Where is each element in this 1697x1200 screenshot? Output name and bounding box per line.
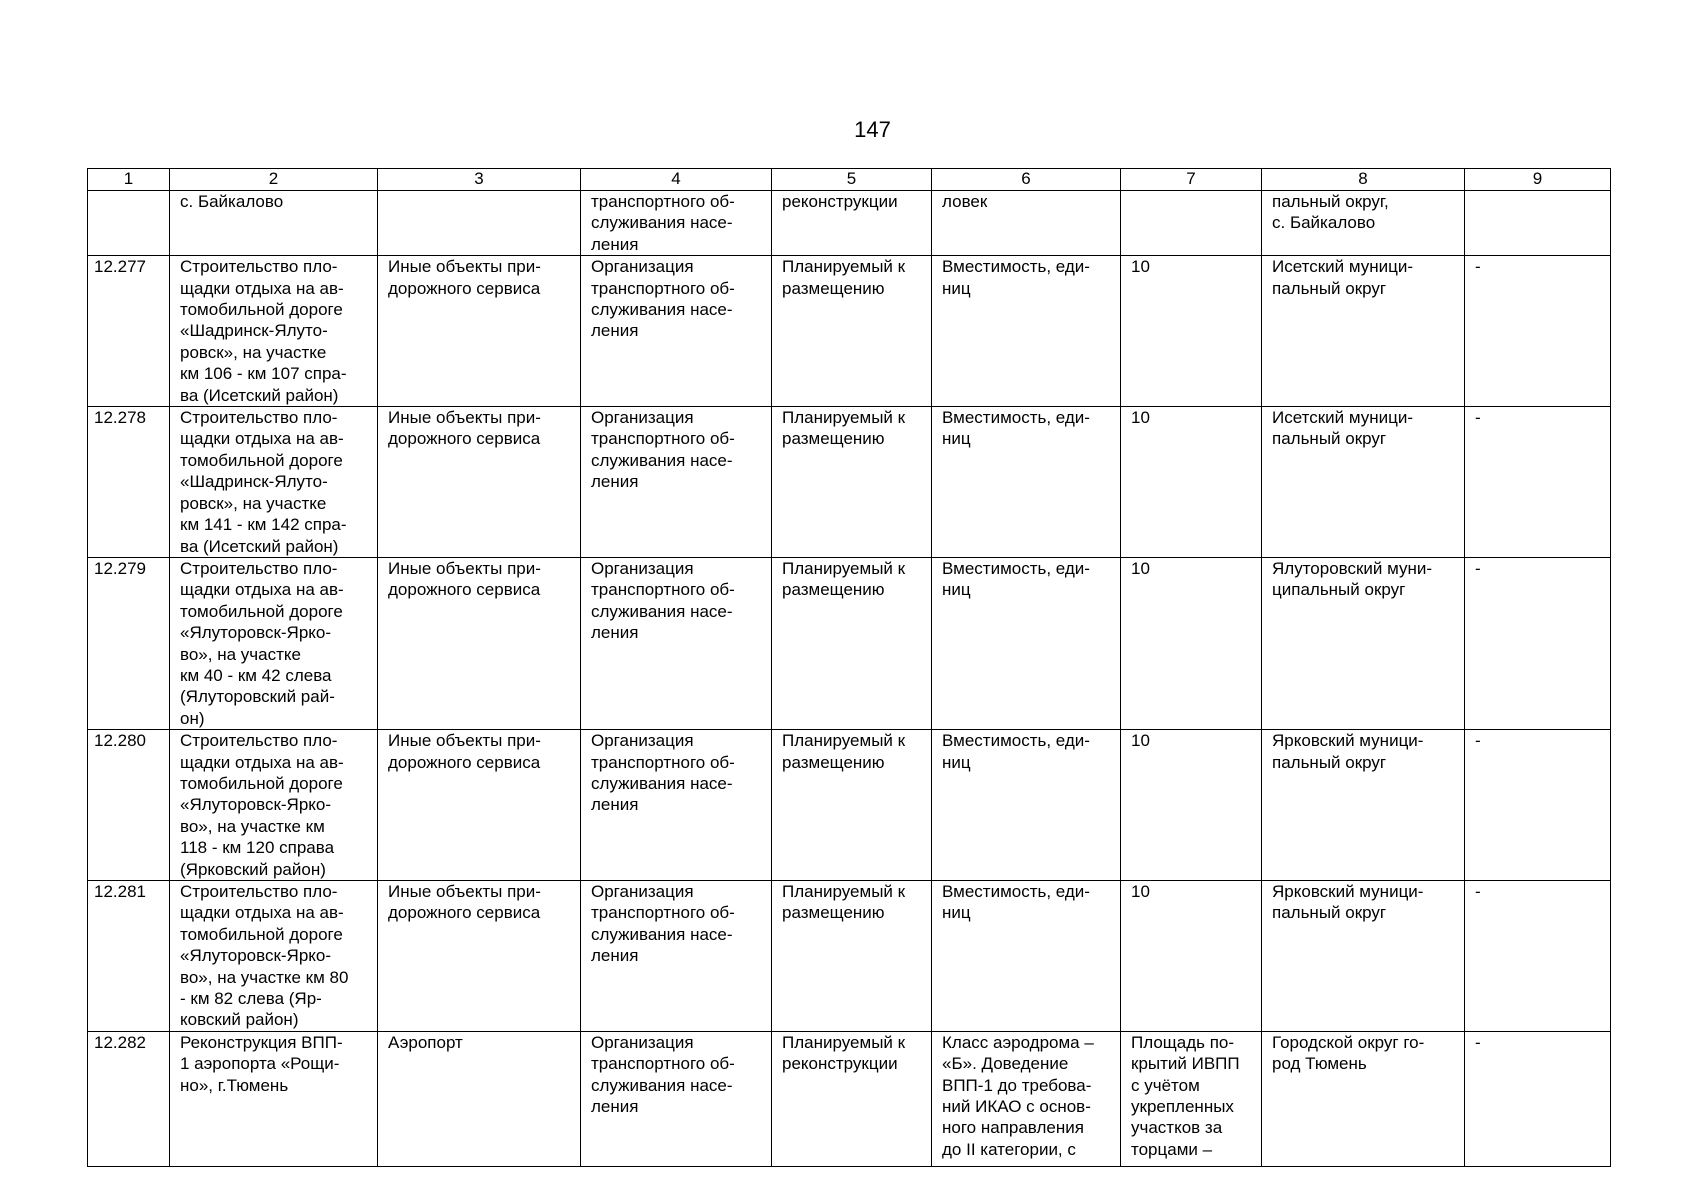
table-cell-characteristic: Вместимость, еди- ниц [932,407,1121,558]
column-header: 8 [1262,169,1465,191]
table-cell-zone: - [1465,730,1611,881]
table-cell-purpose: Организация транспортного об- служивания насе- ления [581,881,772,1032]
column-header: 3 [378,169,581,191]
table-cell-status: Планируемый к размещению [772,407,932,558]
table-cell-zone: - [1465,407,1611,558]
table-cell-value: 10 [1121,256,1262,407]
table-cell-status: Планируемый к реконструкции [772,1031,932,1166]
table-cell-purpose: Организация транспортного об- служивания насе- ления [581,256,772,407]
table-cell-name: Строительство пло- щадки отдыха на ав- томобильной дороге «Ялуторовск-Ярко- во», на участке км 40 - км 42 слева (Ялуторовский рай- он) [170,557,378,729]
column-header: 7 [1121,169,1262,191]
table-row [88,1031,1611,1166]
table-cell-value: 10 [1121,730,1262,881]
column-header: 4 [581,169,772,191]
table-cell-zone: - [1465,256,1611,407]
table-cell-location: Городской округ го- род Тюмень [1262,1031,1465,1166]
table-cell-type: Иные объекты при- дорожного сервиса [378,256,581,407]
table-cell-value [1121,191,1262,256]
column-header: 2 [170,169,378,191]
table-cell-type [378,191,581,256]
table-cell-number [88,191,170,256]
table-cell-name: Строительство пло- щадки отдыха на ав- томобильной дороге «Шадринск-Ялуто- ровск», на участке км 106 - км 107 спра- ва (Исетский район) [170,256,378,407]
table-cell-zone: - [1465,881,1611,1032]
table-cell-number: 12.277 [88,256,170,407]
table-cell-characteristic: Вместимость, еди- ниц [932,256,1121,407]
column-header: 5 [772,169,932,191]
table-cell-zone: - [1465,557,1611,729]
table-cell-type: Иные объекты при- дорожного сервиса [378,557,581,729]
table-row [88,407,1611,558]
table-cell-location: Ялуторовский муни- ципальный округ [1262,557,1465,729]
table-cell-purpose: Организация транспортного об- служивания насе- ления [581,1031,772,1166]
table-cell-zone [1465,191,1611,256]
column-header: 1 [88,169,170,191]
table-cell-characteristic: Вместимость, еди- ниц [932,881,1121,1032]
table-cell-location: Ярковский муници- пальный округ [1262,881,1465,1032]
table-cell-name: Строительство пло- щадки отдыха на ав- томобильной дороге «Ялуторовск-Ярко- во», на участке км 80 - км 82 слева (Яр- ковский район) [170,881,378,1032]
table-cell-number: 12.279 [88,557,170,729]
column-number-row [88,169,1611,191]
table-cell-characteristic: ловек [932,191,1121,256]
table-cell-purpose: Организация транспортного об- служивания насе- ления [581,730,772,881]
table-cell-purpose: транспортного об- служивания насе- ления [581,191,772,256]
table-cell-name: Реконструкция ВПП- 1 аэропорта «Рощи- но», г.Тюмень [170,1031,378,1166]
table-cell-status: реконструкции [772,191,932,256]
table-cell-characteristic: Вместимость, еди- ниц [932,730,1121,881]
table-cell-value: 10 [1121,407,1262,558]
table-cell-status: Планируемый к размещению [772,881,932,1032]
table-cell-value: 10 [1121,881,1262,1032]
table-cell-number: 12.278 [88,407,170,558]
table-cell-characteristic: Класс аэродрома – «Б». Доведение ВПП-1 до требова- ний ИКАО с основ- ного направления до II категории, с [932,1031,1121,1166]
table-cell-value: Площадь по- крытий ИВПП с учётом укрепленных участков за торцами – [1121,1031,1262,1166]
table-cell-location: Исетский муници- пальный округ [1262,256,1465,407]
table-cell-type: Иные объекты при- дорожного сервиса [378,730,581,881]
table-row [88,191,1611,256]
table-cell-status: Планируемый к размещению [772,256,932,407]
table-row [88,256,1611,407]
table-cell-location: пальный округ, с. Байкалово [1262,191,1465,256]
table-cell-number: 12.280 [88,730,170,881]
table-cell-purpose: Организация транспортного об- служивания насе- ления [581,557,772,729]
table-cell-characteristic: Вместимость, еди- ниц [932,557,1121,729]
table-cell-name: Строительство пло- щадки отдыха на ав- томобильной дороге «Шадринск-Ялуто- ровск», на участке км 141 - км 142 спра- ва (Исетский район) [170,407,378,558]
table-cell-name: с. Байкалово [170,191,378,256]
table-cell-zone: - [1465,1031,1611,1166]
table-row [88,881,1611,1032]
page-number: 147 [854,117,891,142]
column-header: 9 [1465,169,1611,191]
table-cell-number: 12.281 [88,881,170,1032]
table-row [88,730,1611,881]
table-cell-number: 12.282 [88,1031,170,1166]
table-cell-location: Исетский муници- пальный округ [1262,407,1465,558]
table-cell-type: Иные объекты при- дорожного сервиса [378,407,581,558]
table-cell-type: Иные объекты при- дорожного сервиса [378,881,581,1032]
data-table [87,168,1611,1167]
table-cell-type: Аэропорт [378,1031,581,1166]
table-cell-status: Планируемый к размещению [772,730,932,881]
table-cell-value: 10 [1121,557,1262,729]
table-row [88,557,1611,729]
table-cell-name: Строительство пло- щадки отдыха на ав- томобильной дороге «Ялуторовск-Ярко- во», на участке км 118 - км 120 справа (Ярковский район) [170,730,378,881]
table-cell-purpose: Организация транспортного об- служивания насе- ления [581,407,772,558]
column-header: 6 [932,169,1121,191]
table-cell-status: Планируемый к размещению [772,557,932,729]
table-cell-location: Ярковский муници- пальный округ [1262,730,1465,881]
